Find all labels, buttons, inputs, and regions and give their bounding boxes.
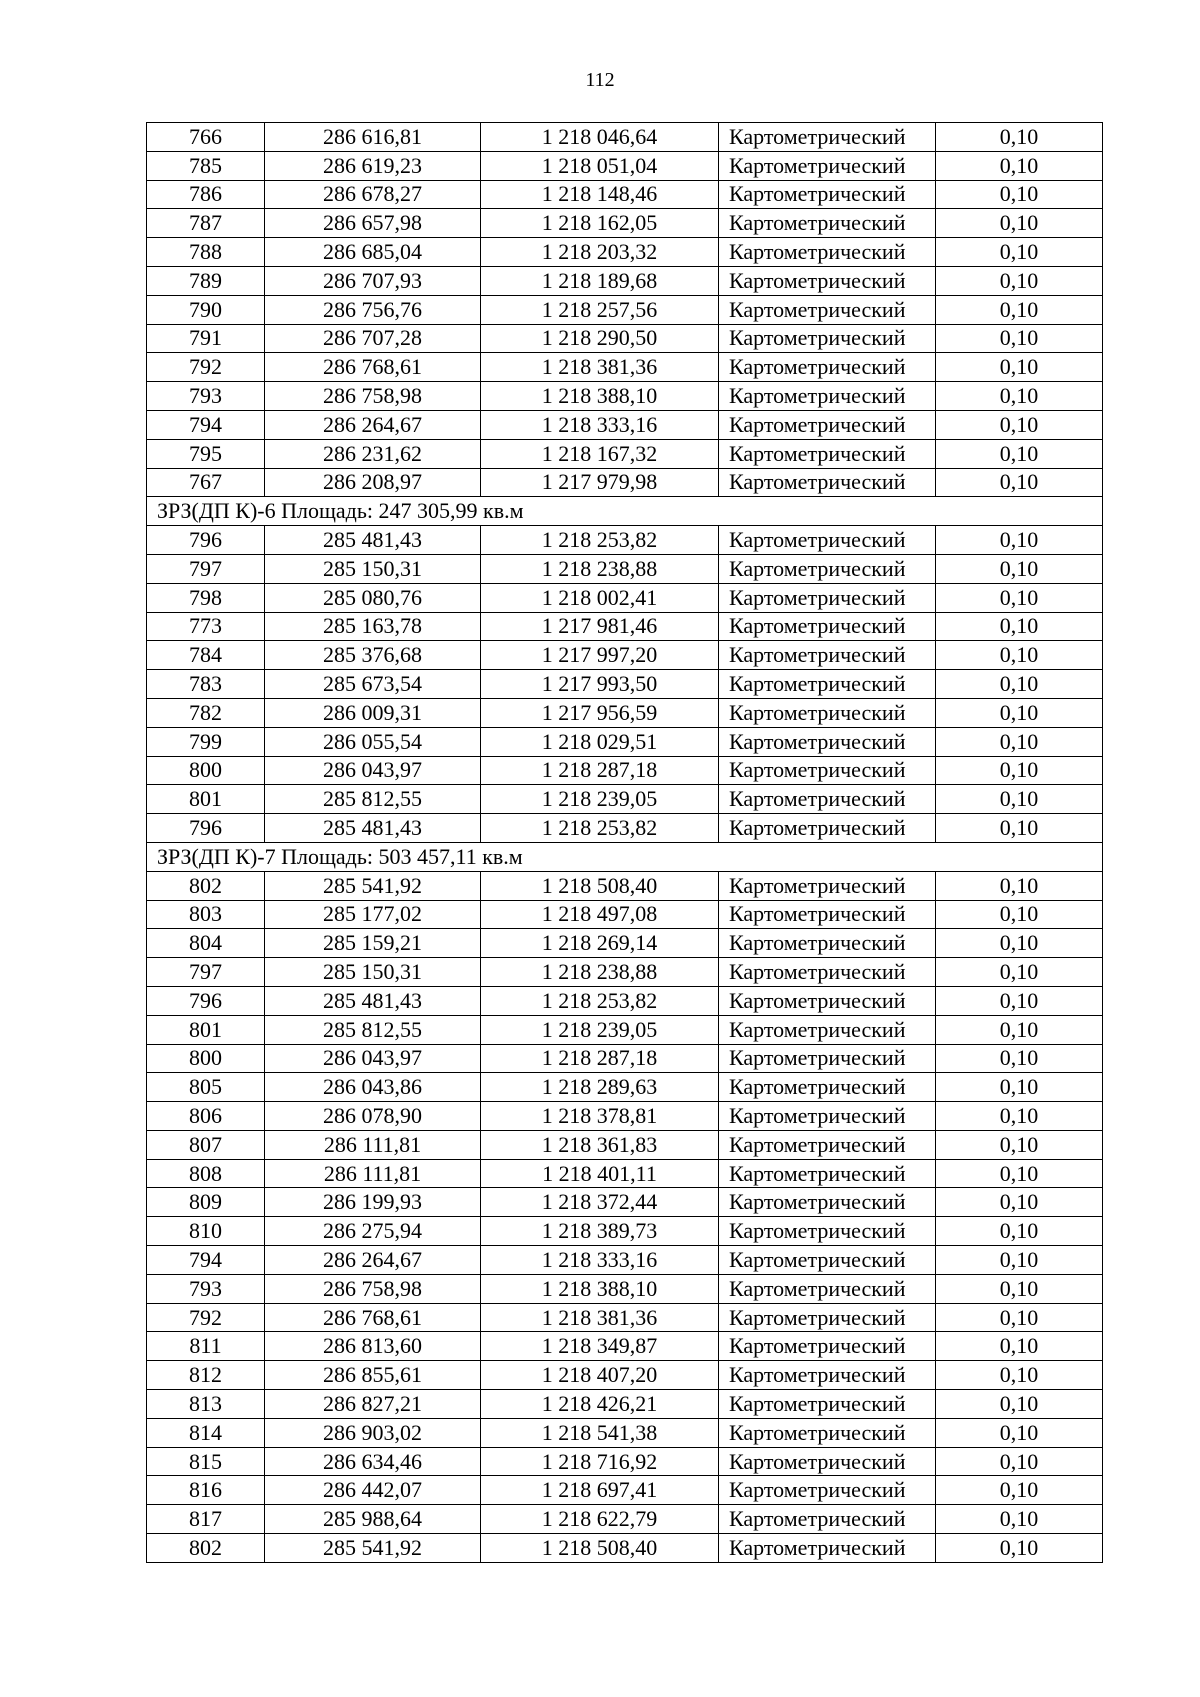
y-coordinate-cell: 1 218 253,82 — [481, 526, 719, 555]
table-row — [147, 1015, 1103, 1044]
accuracy-cell: 0,10 — [936, 756, 1103, 785]
table-row — [147, 295, 1103, 324]
y-coordinate-cell: 1 218 426,21 — [481, 1390, 719, 1419]
x-coordinate-cell: 286 111,81 — [265, 1159, 481, 1188]
y-coordinate-cell: 1 218 167,32 — [481, 439, 719, 468]
y-coordinate-cell: 1 218 002,41 — [481, 583, 719, 612]
y-coordinate-cell: 1 218 253,82 — [481, 814, 719, 843]
table-row — [147, 900, 1103, 929]
point-number-cell: 766 — [147, 123, 265, 152]
table-row — [147, 1159, 1103, 1188]
point-number-cell: 783 — [147, 670, 265, 699]
table-row — [147, 324, 1103, 353]
accuracy-cell: 0,10 — [936, 1332, 1103, 1361]
method-cell: Картометрический — [719, 871, 936, 900]
point-number-cell: 811 — [147, 1332, 265, 1361]
accuracy-cell: 0,10 — [936, 1130, 1103, 1159]
point-number-cell: 792 — [147, 1303, 265, 1332]
table-row — [147, 958, 1103, 987]
accuracy-cell: 0,10 — [936, 324, 1103, 353]
accuracy-cell: 0,10 — [936, 1159, 1103, 1188]
point-number-cell: 782 — [147, 698, 265, 727]
x-coordinate-cell: 286 903,02 — [265, 1418, 481, 1447]
x-coordinate-cell: 286 855,61 — [265, 1361, 481, 1390]
method-cell: Картометрический — [719, 1303, 936, 1332]
table-row — [147, 1130, 1103, 1159]
x-coordinate-cell: 286 616,81 — [265, 123, 481, 152]
point-number-cell: 793 — [147, 1274, 265, 1303]
point-number-cell: 808 — [147, 1159, 265, 1188]
accuracy-cell: 0,10 — [936, 1418, 1103, 1447]
y-coordinate-cell: 1 218 289,63 — [481, 1073, 719, 1102]
page-number: 112 — [585, 69, 615, 91]
point-number-cell: 797 — [147, 554, 265, 583]
y-coordinate-cell: 1 218 238,88 — [481, 554, 719, 583]
x-coordinate-cell: 285 150,31 — [265, 958, 481, 987]
table-row — [147, 1188, 1103, 1217]
point-number-cell: 793 — [147, 382, 265, 411]
accuracy-cell: 0,10 — [936, 295, 1103, 324]
point-number-cell: 794 — [147, 1246, 265, 1275]
method-cell: Картометрический — [719, 1130, 936, 1159]
accuracy-cell: 0,10 — [936, 958, 1103, 987]
method-cell: Картометрический — [719, 468, 936, 497]
table-row — [147, 641, 1103, 670]
table-row — [147, 1447, 1103, 1476]
method-cell: Картометрический — [719, 526, 936, 555]
point-number-cell: 796 — [147, 526, 265, 555]
method-cell: Картометрический — [719, 266, 936, 295]
coordinates-table-body — [147, 123, 1103, 1563]
method-cell: Картометрический — [719, 1015, 936, 1044]
accuracy-cell: 0,10 — [936, 1044, 1103, 1073]
point-number-cell: 786 — [147, 180, 265, 209]
x-coordinate-cell: 286 657,98 — [265, 209, 481, 238]
accuracy-cell: 0,10 — [936, 1188, 1103, 1217]
point-number-cell: 804 — [147, 929, 265, 958]
method-cell: Картометрический — [719, 353, 936, 382]
table-row — [147, 1246, 1103, 1275]
method-cell: Картометрический — [719, 958, 936, 987]
y-coordinate-cell: 1 218 349,87 — [481, 1332, 719, 1361]
y-coordinate-cell: 1 218 381,36 — [481, 353, 719, 382]
method-cell: Картометрический — [719, 1361, 936, 1390]
point-number-cell: 800 — [147, 756, 265, 785]
x-coordinate-cell: 286 009,31 — [265, 698, 481, 727]
table-row — [147, 238, 1103, 267]
point-number-cell: 767 — [147, 468, 265, 497]
table-row — [147, 1073, 1103, 1102]
method-cell: Картометрический — [719, 612, 936, 641]
accuracy-cell: 0,10 — [936, 986, 1103, 1015]
accuracy-cell: 0,10 — [936, 670, 1103, 699]
x-coordinate-cell: 286 264,67 — [265, 410, 481, 439]
x-coordinate-cell: 285 376,68 — [265, 641, 481, 670]
point-number-cell: 806 — [147, 1102, 265, 1131]
method-cell: Картометрический — [719, 123, 936, 152]
accuracy-cell: 0,10 — [936, 1274, 1103, 1303]
table-row — [147, 756, 1103, 785]
section-heading-row — [147, 842, 1103, 871]
x-coordinate-cell: 286 055,54 — [265, 727, 481, 756]
table-row — [147, 1505, 1103, 1534]
x-coordinate-cell: 286 758,98 — [265, 382, 481, 411]
accuracy-cell: 0,10 — [936, 1246, 1103, 1275]
section-heading-row — [147, 497, 1103, 526]
y-coordinate-cell: 1 218 333,16 — [481, 410, 719, 439]
y-coordinate-cell: 1 218 029,51 — [481, 727, 719, 756]
accuracy-cell: 0,10 — [936, 785, 1103, 814]
accuracy-cell: 0,10 — [936, 554, 1103, 583]
accuracy-cell: 0,10 — [936, 1073, 1103, 1102]
method-cell: Картометрический — [719, 439, 936, 468]
accuracy-cell: 0,10 — [936, 900, 1103, 929]
table-row — [147, 785, 1103, 814]
point-number-cell: 805 — [147, 1073, 265, 1102]
accuracy-cell: 0,10 — [936, 1476, 1103, 1505]
method-cell: Картометрический — [719, 583, 936, 612]
point-number-cell: 788 — [147, 238, 265, 267]
accuracy-cell: 0,10 — [936, 929, 1103, 958]
y-coordinate-cell: 1 218 378,81 — [481, 1102, 719, 1131]
x-coordinate-cell: 286 768,61 — [265, 1303, 481, 1332]
method-cell: Картометрический — [719, 209, 936, 238]
point-number-cell: 812 — [147, 1361, 265, 1390]
accuracy-cell: 0,10 — [936, 439, 1103, 468]
point-number-cell: 795 — [147, 439, 265, 468]
point-number-cell: 792 — [147, 353, 265, 382]
table-row — [147, 1274, 1103, 1303]
y-coordinate-cell: 1 217 981,46 — [481, 612, 719, 641]
accuracy-cell: 0,10 — [936, 1217, 1103, 1246]
method-cell: Картометрический — [719, 180, 936, 209]
accuracy-cell: 0,10 — [936, 1390, 1103, 1419]
point-number-cell: 801 — [147, 785, 265, 814]
x-coordinate-cell: 286 707,28 — [265, 324, 481, 353]
method-cell: Картометрический — [719, 641, 936, 670]
accuracy-cell: 0,10 — [936, 1303, 1103, 1332]
x-coordinate-cell: 286 768,61 — [265, 353, 481, 382]
y-coordinate-cell: 1 218 333,16 — [481, 1246, 719, 1275]
y-coordinate-cell: 1 218 046,64 — [481, 123, 719, 152]
y-coordinate-cell: 1 218 203,32 — [481, 238, 719, 267]
x-coordinate-cell: 286 208,97 — [265, 468, 481, 497]
point-number-cell: 796 — [147, 986, 265, 1015]
table-row — [147, 1361, 1103, 1390]
y-coordinate-cell: 1 218 269,14 — [481, 929, 719, 958]
table-row — [147, 554, 1103, 583]
accuracy-cell: 0,10 — [936, 1534, 1103, 1563]
accuracy-cell: 0,10 — [936, 266, 1103, 295]
x-coordinate-cell: 285 673,54 — [265, 670, 481, 699]
accuracy-cell: 0,10 — [936, 1447, 1103, 1476]
x-coordinate-cell: 286 756,76 — [265, 295, 481, 324]
method-cell: Картометрический — [719, 814, 936, 843]
accuracy-cell: 0,10 — [936, 871, 1103, 900]
y-coordinate-cell: 1 217 979,98 — [481, 468, 719, 497]
point-number-cell: 807 — [147, 1130, 265, 1159]
x-coordinate-cell: 286 442,07 — [265, 1476, 481, 1505]
table-row — [147, 1476, 1103, 1505]
method-cell: Картометрический — [719, 727, 936, 756]
y-coordinate-cell: 1 218 508,40 — [481, 1534, 719, 1563]
method-cell: Картометрический — [719, 238, 936, 267]
accuracy-cell: 0,10 — [936, 238, 1103, 267]
x-coordinate-cell: 285 481,43 — [265, 814, 481, 843]
point-number-cell: 809 — [147, 1188, 265, 1217]
point-number-cell: 785 — [147, 151, 265, 180]
y-coordinate-cell: 1 218 253,82 — [481, 986, 719, 1015]
method-cell: Картометрический — [719, 410, 936, 439]
method-cell: Картометрический — [719, 151, 936, 180]
accuracy-cell: 0,10 — [936, 814, 1103, 843]
x-coordinate-cell: 286 813,60 — [265, 1332, 481, 1361]
y-coordinate-cell: 1 218 508,40 — [481, 871, 719, 900]
x-coordinate-cell: 286 634,46 — [265, 1447, 481, 1476]
point-number-cell: 803 — [147, 900, 265, 929]
x-coordinate-cell: 286 078,90 — [265, 1102, 481, 1131]
y-coordinate-cell: 1 218 238,88 — [481, 958, 719, 987]
table-row — [147, 382, 1103, 411]
point-number-cell: 773 — [147, 612, 265, 641]
x-coordinate-cell: 286 111,81 — [265, 1130, 481, 1159]
y-coordinate-cell: 1 218 148,46 — [481, 180, 719, 209]
section-heading: ЗРЗ(ДП К)-6 Площадь: 247 305,99 кв.м — [147, 497, 1103, 526]
method-cell: Картометрический — [719, 382, 936, 411]
table-row — [147, 583, 1103, 612]
method-cell: Картометрический — [719, 1073, 936, 1102]
y-coordinate-cell: 1 218 497,08 — [481, 900, 719, 929]
y-coordinate-cell: 1 218 407,20 — [481, 1361, 719, 1390]
accuracy-cell: 0,10 — [936, 151, 1103, 180]
method-cell: Картометрический — [719, 554, 936, 583]
accuracy-cell: 0,10 — [936, 468, 1103, 497]
x-coordinate-cell: 286 199,93 — [265, 1188, 481, 1217]
y-coordinate-cell: 1 218 541,38 — [481, 1418, 719, 1447]
accuracy-cell: 0,10 — [936, 641, 1103, 670]
table-row — [147, 1534, 1103, 1563]
table-row — [147, 209, 1103, 238]
point-number-cell: 799 — [147, 727, 265, 756]
x-coordinate-cell: 285 812,55 — [265, 785, 481, 814]
method-cell: Картометрический — [719, 900, 936, 929]
accuracy-cell: 0,10 — [936, 583, 1103, 612]
x-coordinate-cell: 285 541,92 — [265, 1534, 481, 1563]
table-row — [147, 353, 1103, 382]
point-number-cell: 817 — [147, 1505, 265, 1534]
x-coordinate-cell: 286 043,86 — [265, 1073, 481, 1102]
accuracy-cell: 0,10 — [936, 1102, 1103, 1131]
method-cell: Картометрический — [719, 698, 936, 727]
accuracy-cell: 0,10 — [936, 612, 1103, 641]
y-coordinate-cell: 1 218 372,44 — [481, 1188, 719, 1217]
point-number-cell: 802 — [147, 871, 265, 900]
point-number-cell: 801 — [147, 1015, 265, 1044]
y-coordinate-cell: 1 218 388,10 — [481, 1274, 719, 1303]
point-number-cell: 810 — [147, 1217, 265, 1246]
x-coordinate-cell: 285 988,64 — [265, 1505, 481, 1534]
x-coordinate-cell: 286 275,94 — [265, 1217, 481, 1246]
y-coordinate-cell: 1 218 381,36 — [481, 1303, 719, 1332]
x-coordinate-cell: 285 177,02 — [265, 900, 481, 929]
method-cell: Картометрический — [719, 1418, 936, 1447]
accuracy-cell: 0,10 — [936, 1505, 1103, 1534]
section-heading: ЗРЗ(ДП К)-7 Площадь: 503 457,11 кв.м — [147, 842, 1103, 871]
y-coordinate-cell: 1 218 388,10 — [481, 382, 719, 411]
point-number-cell: 796 — [147, 814, 265, 843]
point-number-cell: 791 — [147, 324, 265, 353]
point-number-cell: 813 — [147, 1390, 265, 1419]
y-coordinate-cell: 1 218 257,56 — [481, 295, 719, 324]
table-row — [147, 727, 1103, 756]
method-cell: Картометрический — [719, 1390, 936, 1419]
x-coordinate-cell: 286 707,93 — [265, 266, 481, 295]
method-cell: Картометрический — [719, 986, 936, 1015]
accuracy-cell: 0,10 — [936, 382, 1103, 411]
x-coordinate-cell: 286 685,04 — [265, 238, 481, 267]
table-row — [147, 1044, 1103, 1073]
table-row — [147, 151, 1103, 180]
method-cell: Картометрический — [719, 1332, 936, 1361]
point-number-cell: 790 — [147, 295, 265, 324]
x-coordinate-cell: 285 481,43 — [265, 526, 481, 555]
table-row — [147, 439, 1103, 468]
x-coordinate-cell: 285 080,76 — [265, 583, 481, 612]
x-coordinate-cell: 286 758,98 — [265, 1274, 481, 1303]
accuracy-cell: 0,10 — [936, 410, 1103, 439]
method-cell: Картометрический — [719, 1505, 936, 1534]
accuracy-cell: 0,10 — [936, 727, 1103, 756]
method-cell: Картометрический — [719, 1534, 936, 1563]
point-number-cell: 800 — [147, 1044, 265, 1073]
point-number-cell: 784 — [147, 641, 265, 670]
accuracy-cell: 0,10 — [936, 209, 1103, 238]
table-row — [147, 180, 1103, 209]
table-row — [147, 1217, 1103, 1246]
accuracy-cell: 0,10 — [936, 123, 1103, 152]
table-row — [147, 410, 1103, 439]
table-row — [147, 929, 1103, 958]
table-row — [147, 1332, 1103, 1361]
table-row — [147, 814, 1103, 843]
accuracy-cell: 0,10 — [936, 180, 1103, 209]
x-coordinate-cell: 286 619,23 — [265, 151, 481, 180]
y-coordinate-cell: 1 218 389,73 — [481, 1217, 719, 1246]
x-coordinate-cell: 286 231,62 — [265, 439, 481, 468]
point-number-cell: 814 — [147, 1418, 265, 1447]
y-coordinate-cell: 1 218 622,79 — [481, 1505, 719, 1534]
x-coordinate-cell: 286 043,97 — [265, 756, 481, 785]
x-coordinate-cell: 286 678,27 — [265, 180, 481, 209]
y-coordinate-cell: 1 218 239,05 — [481, 785, 719, 814]
table-row — [147, 123, 1103, 152]
point-number-cell: 816 — [147, 1476, 265, 1505]
y-coordinate-cell: 1 218 287,18 — [481, 1044, 719, 1073]
table-row — [147, 1303, 1103, 1332]
point-number-cell: 789 — [147, 266, 265, 295]
y-coordinate-cell: 1 218 051,04 — [481, 151, 719, 180]
point-number-cell: 787 — [147, 209, 265, 238]
x-coordinate-cell: 285 150,31 — [265, 554, 481, 583]
x-coordinate-cell: 286 827,21 — [265, 1390, 481, 1419]
x-coordinate-cell: 285 159,21 — [265, 929, 481, 958]
table-row — [147, 1390, 1103, 1419]
table-row — [147, 1102, 1103, 1131]
method-cell: Картометрический — [719, 1476, 936, 1505]
table-row — [147, 1418, 1103, 1447]
point-number-cell: 798 — [147, 583, 265, 612]
method-cell: Картометрический — [719, 295, 936, 324]
point-number-cell: 802 — [147, 1534, 265, 1563]
x-coordinate-cell: 286 264,67 — [265, 1246, 481, 1275]
method-cell: Картометрический — [719, 1246, 936, 1275]
x-coordinate-cell: 285 163,78 — [265, 612, 481, 641]
y-coordinate-cell: 1 218 401,11 — [481, 1159, 719, 1188]
accuracy-cell: 0,10 — [936, 1361, 1103, 1390]
method-cell: Картометрический — [719, 785, 936, 814]
point-number-cell: 797 — [147, 958, 265, 987]
table-row — [147, 871, 1103, 900]
method-cell: Картометрический — [719, 756, 936, 785]
y-coordinate-cell: 1 218 290,50 — [481, 324, 719, 353]
method-cell: Картометрический — [719, 670, 936, 699]
y-coordinate-cell: 1 218 697,41 — [481, 1476, 719, 1505]
table-row — [147, 526, 1103, 555]
accuracy-cell: 0,10 — [936, 1015, 1103, 1044]
method-cell: Картометрический — [719, 1217, 936, 1246]
table-row — [147, 266, 1103, 295]
x-coordinate-cell: 285 812,55 — [265, 1015, 481, 1044]
method-cell: Картометрический — [719, 1159, 936, 1188]
coordinates-table — [146, 122, 1103, 1563]
accuracy-cell: 0,10 — [936, 698, 1103, 727]
method-cell: Картометрический — [719, 1447, 936, 1476]
y-coordinate-cell: 1 218 162,05 — [481, 209, 719, 238]
accuracy-cell: 0,10 — [936, 353, 1103, 382]
table-row — [147, 468, 1103, 497]
table-row — [147, 986, 1103, 1015]
method-cell: Картометрический — [719, 1274, 936, 1303]
table-row — [147, 612, 1103, 641]
y-coordinate-cell: 1 217 997,20 — [481, 641, 719, 670]
y-coordinate-cell: 1 217 993,50 — [481, 670, 719, 699]
method-cell: Картометрический — [719, 1188, 936, 1217]
y-coordinate-cell: 1 217 956,59 — [481, 698, 719, 727]
accuracy-cell: 0,10 — [936, 526, 1103, 555]
point-number-cell: 815 — [147, 1447, 265, 1476]
x-coordinate-cell: 285 541,92 — [265, 871, 481, 900]
y-coordinate-cell: 1 218 361,83 — [481, 1130, 719, 1159]
point-number-cell: 794 — [147, 410, 265, 439]
table-row — [147, 698, 1103, 727]
x-coordinate-cell: 286 043,97 — [265, 1044, 481, 1073]
method-cell: Картометрический — [719, 1044, 936, 1073]
y-coordinate-cell: 1 218 239,05 — [481, 1015, 719, 1044]
method-cell: Картометрический — [719, 1102, 936, 1131]
method-cell: Картометрический — [719, 324, 936, 353]
method-cell: Картометрический — [719, 929, 936, 958]
y-coordinate-cell: 1 218 716,92 — [481, 1447, 719, 1476]
y-coordinate-cell: 1 218 189,68 — [481, 266, 719, 295]
x-coordinate-cell: 285 481,43 — [265, 986, 481, 1015]
table-row — [147, 670, 1103, 699]
y-coordinate-cell: 1 218 287,18 — [481, 756, 719, 785]
